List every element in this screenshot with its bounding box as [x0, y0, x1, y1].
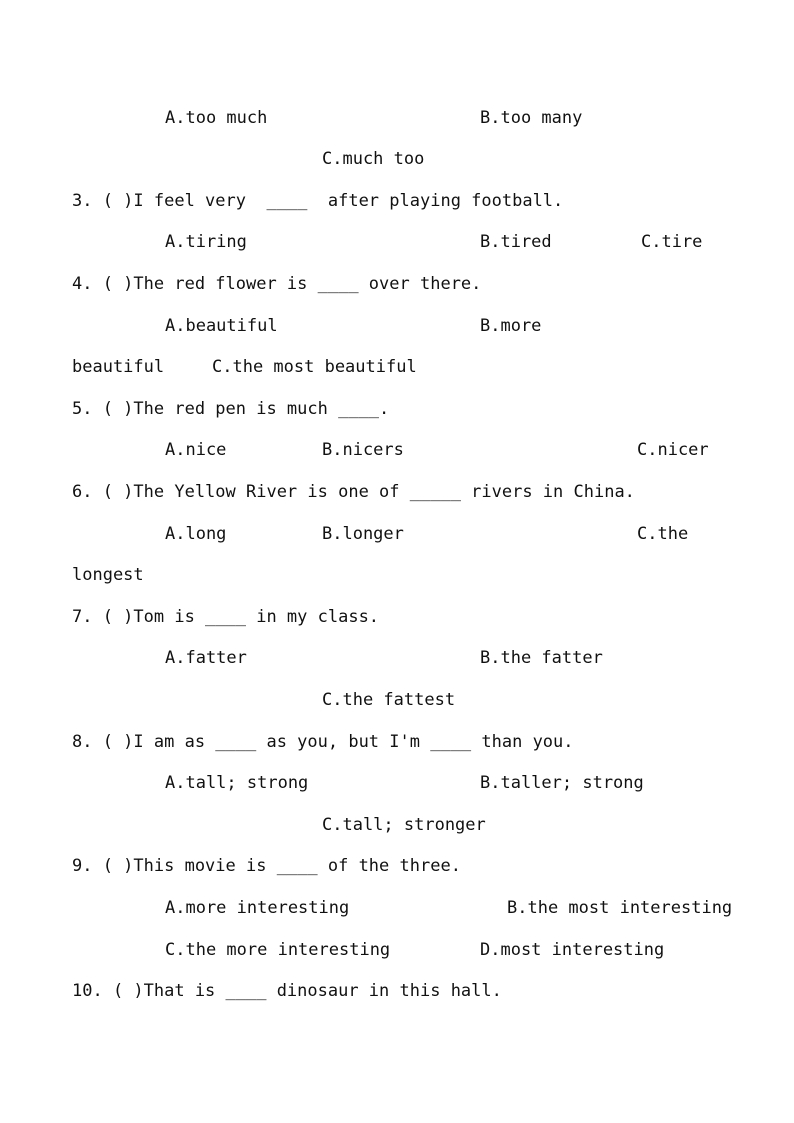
- q8-option-b: B.taller; strong: [480, 773, 644, 793]
- q2-option-c: C.much too: [322, 149, 425, 169]
- q8-option-c: C.tall; stronger: [322, 815, 486, 835]
- q2-option-b: B.too many: [480, 108, 583, 128]
- q10-stem: 10. ( )That is ____ dinosaur in this hall.: [72, 981, 502, 1001]
- q4-option-b-continued: beautiful: [72, 357, 165, 377]
- q7-option-c: C.the fattest: [322, 690, 456, 710]
- q7-option-a: A.fatter: [165, 648, 247, 668]
- q3-option-a: A.tiring: [165, 232, 247, 252]
- q9-stem: 9. ( )This movie is ____ of the three.: [72, 856, 461, 876]
- q6-option-b: B.longer: [322, 524, 404, 544]
- q7-stem: 7. ( )Tom is ____ in my class.: [72, 607, 380, 627]
- q9-option-d: D.most interesting: [480, 940, 665, 960]
- q8-option-a: A.tall; strong: [165, 773, 309, 793]
- q4-stem: 4. ( )The red flower is ____ over there.: [72, 274, 482, 294]
- q9-option-a: A.more interesting: [165, 898, 350, 918]
- q4-option-b: B.more: [480, 316, 542, 336]
- q7-option-b: B.the fatter: [480, 648, 603, 668]
- q9-option-b: B.the most interesting: [507, 898, 733, 918]
- q8-stem: 8. ( )I am as ____ as you, but I'm ____ than you.: [72, 732, 574, 752]
- q6-option-c-continued: longest: [72, 565, 144, 585]
- q3-option-b: B.tired: [480, 232, 552, 252]
- q3-stem: 3. ( )I feel very ____ after playing football.: [72, 191, 564, 211]
- q6-option-c: C.the: [637, 524, 689, 544]
- q6-option-a: A.long: [165, 524, 227, 544]
- q5-option-c: C.nicer: [637, 440, 709, 460]
- q5-stem: 5. ( )The red pen is much ____.: [72, 399, 390, 419]
- q5-option-a: A.nice: [165, 440, 227, 460]
- q3-option-c: C.tire: [641, 232, 703, 252]
- q6-stem: 6. ( )The Yellow River is one of _____ rivers in China.: [72, 482, 635, 502]
- q9-option-c: C.the more interesting: [165, 940, 391, 960]
- q5-option-b: B.nicers: [322, 440, 404, 460]
- q4-option-c: C.the most beautiful: [212, 357, 417, 377]
- q2-option-a: A.too much: [165, 108, 268, 128]
- q4-option-a: A.beautiful: [165, 316, 278, 336]
